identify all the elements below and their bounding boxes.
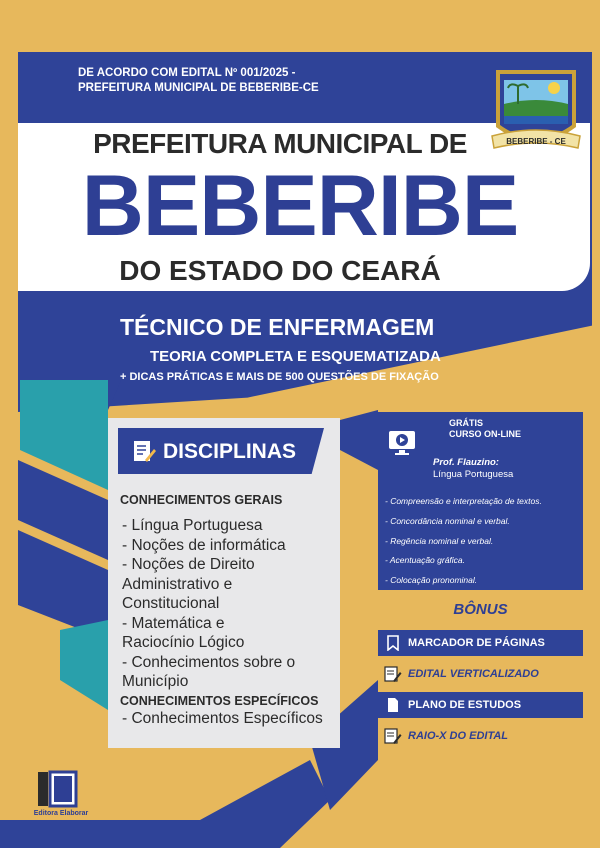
publisher-logo-icon [30,768,90,830]
edit-document-icon [132,438,156,464]
topic-item: - Compreensão e interpretação de textos. [385,496,542,506]
professor-name: Prof. Flauzino: [433,457,499,468]
bonus-label: PLANO DE ESTUDOS [408,699,522,711]
bonus-label: MARCADOR DE PÁGINAS [408,637,545,649]
edital-note-line: PREFEITURA MUNICIPAL DE BEBERIBE-CE [78,82,319,94]
edit-document-icon [378,661,408,687]
bonus-item [378,630,583,656]
topic-list [385,492,581,591]
list-item: Constitucional [122,595,220,612]
title-prefeitura: PREFEITURA MUNICIPAL DE [93,128,467,159]
topic-item: - Colocação pronominal. [385,575,478,586]
list-item: - Conhecimentos sobre o [122,653,296,671]
bonus-item [378,661,583,687]
crest-label: BEBERIBE - CE [506,137,566,146]
especificos-heading: CONHECIMENTOS ESPECÍFICOS [120,694,319,708]
document-icon [378,692,408,718]
bookmark-icon [378,630,408,656]
course-title: TÉCNICO DE ENFERMAGEM [120,314,435,340]
bonus-label: EDITAL VERTICALIZADO [408,668,539,680]
gerais-list [122,516,342,692]
course-subtitle: TEORIA COMPLETA E ESQUEMATIZADA [150,348,441,365]
list-item: - Língua Portuguesa [122,517,263,534]
bonus-item [378,692,583,718]
title-city: BEBERIBE [81,158,519,254]
list-item: - Conhecimentos Específicos [122,710,323,727]
list-item: Administrativo e [122,575,233,593]
edital-note [78,66,338,96]
topic-item: - Concordância nominal e verbal. [385,515,510,526]
list-item: - Noções de informática [122,536,286,554]
topic-item: - Acentuação gráfica. [385,555,466,566]
list-item: Município [122,673,189,690]
list-item: - Noções de Direito [122,556,255,573]
bonus-heading: BÔNUS [453,601,508,618]
list-item: - Matemática e [122,614,225,632]
edit-document-icon [378,723,408,749]
online-course-label: CURSO ON-LINE [449,429,521,439]
video-lesson-icon [387,428,417,458]
bonus-item [378,723,583,749]
professor-subject: Língua Portuguesa [433,469,514,480]
course-extra: + DICAS PRÁTICAS E MAIS DE 500 QUESTÕES DE FIXAÇÃO [120,371,439,383]
gratis-label: GRÁTIS [449,418,484,428]
edital-note-line: DE ACORDO COM EDITAL Nº 001/2025 - [78,67,296,79]
publisher-name: Editora Elaborar [33,810,89,817]
title-state: DO ESTADO DO CEARÁ [119,255,441,286]
topic-item: - Regência nominal e verbal. [385,535,494,546]
disciplinas-label: DISCIPLINAS [163,440,297,463]
gerais-heading: CONHECIMENTOS GERAIS [120,493,283,507]
bonus-label: RAIO-X DO EDITAL [408,730,509,742]
list-item: Raciocínio Lógico [122,634,245,651]
